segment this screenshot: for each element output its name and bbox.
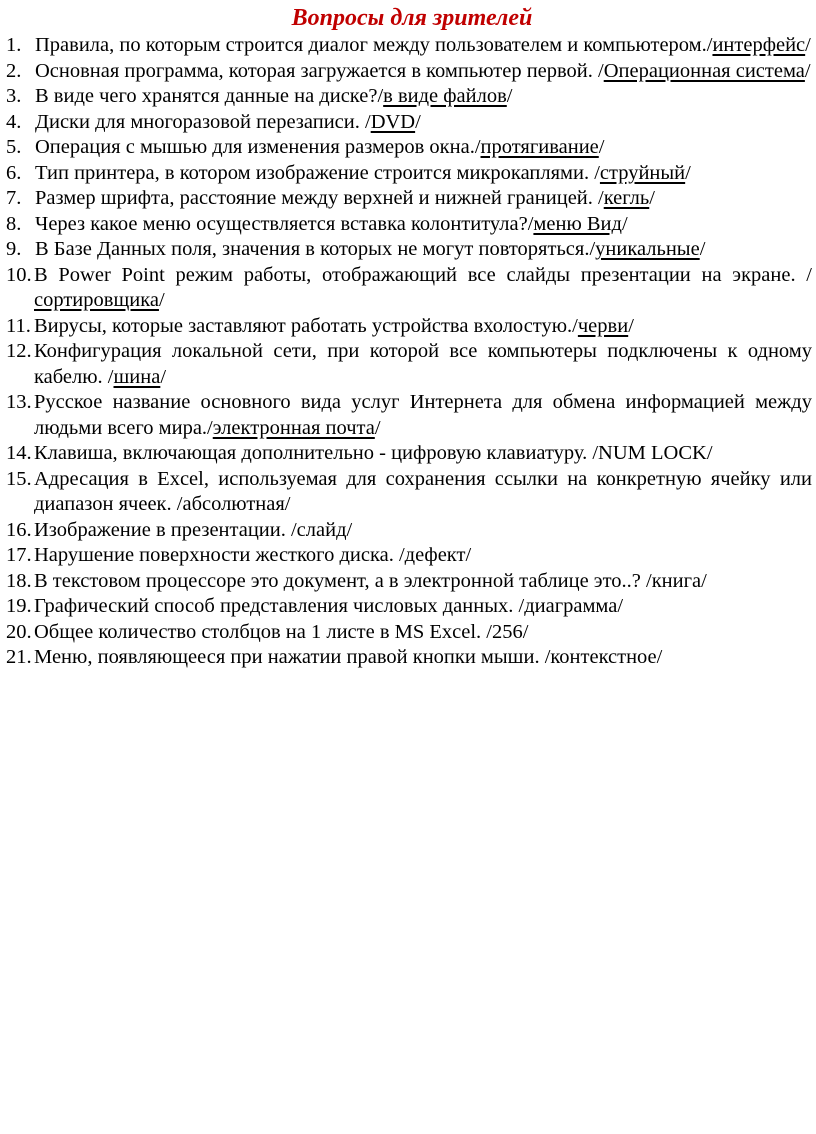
question-text-end: / <box>685 161 691 184</box>
question-answer: уникальные <box>595 238 700 260</box>
question-number: 15. <box>6 467 32 490</box>
question-text: В Базе Данных поля, значения в которых не могут повторяться./ <box>35 238 596 260</box>
question-answer: интерфейс <box>712 34 806 56</box>
question-number: 6. <box>6 161 22 184</box>
question-item <box>6 59 812 85</box>
question-text: Через какое меню осуществляется вставка колонтитула?/ <box>35 212 534 235</box>
question-item <box>6 441 812 467</box>
question-text: В Power Point режим работы, отображающий все слайды презентации на экране. / <box>34 263 812 286</box>
question-text: Адресация в Excel, используемая для сохранения ссылки на конкретную ячейку или диапазон ячеек. /абсолютная/ <box>34 467 812 515</box>
question-number: 11. <box>6 314 31 337</box>
question-item <box>6 543 812 569</box>
question-number: 21. <box>6 646 32 668</box>
question-text: Диски для многоразовой перезаписи. / <box>35 110 371 133</box>
question-text-end: / <box>804 59 811 82</box>
question-number: 7. <box>6 187 22 209</box>
question-text: Операция с мышью для изменения размеров окна./ <box>35 136 481 158</box>
question-text: Изображение в презентации. /слайд/ <box>34 518 353 541</box>
question-text: Вирусы, которые заставляют работать устройства вхолостую./ <box>34 314 578 337</box>
question-text: Общее количество столбцов на 1 листе в MS Excel. /256/ <box>34 620 529 643</box>
question-item <box>6 237 812 263</box>
question-answer: Операционная система <box>603 59 805 82</box>
question-text: Графический способ представления числовых данных. /диаграмма/ <box>34 595 624 617</box>
question-item <box>6 161 812 187</box>
question-text-end: / <box>598 136 605 158</box>
question-text: В текстовом процессоре это документ, а в электронной таблице это..? /книга/ <box>34 569 707 592</box>
question-answer: струйный <box>599 161 686 184</box>
question-item <box>6 620 812 646</box>
question-number: 16. <box>6 518 32 541</box>
question-text-end: / <box>158 289 165 311</box>
question-text: Клавиша, включающая дополнительно - цифровую клавиатуру. /NUM LOCK/ <box>34 442 713 464</box>
question-number: 9. <box>6 238 22 260</box>
question-number: 18. <box>6 569 32 592</box>
question-number: 10. <box>6 263 32 286</box>
question-item <box>6 110 812 136</box>
question-text: Конфигурация локальной сети, при которой все компьютеры подключены к одному кабелю. / <box>34 340 812 388</box>
question-item <box>6 569 812 595</box>
question-text: В виде чего хранятся данные на диске?/ <box>35 85 384 107</box>
question-item <box>6 212 812 238</box>
question-number: 4. <box>6 110 22 133</box>
question-text-end: / <box>805 34 811 56</box>
question-text: Нарушение поверхности жесткого диска. /дефект/ <box>34 544 472 566</box>
question-item <box>6 339 812 390</box>
question-number: 1. <box>6 34 22 56</box>
question-item <box>6 84 812 110</box>
question-number: 14. <box>6 442 32 464</box>
page-title: Вопросы для зрителей <box>291 5 533 31</box>
question-number: 20. <box>6 620 32 643</box>
question-number: 17. <box>6 544 32 566</box>
question-item <box>6 314 812 340</box>
question-answer: меню Вид <box>533 212 622 235</box>
question-text-end: / <box>415 110 421 133</box>
question-text: Размер шрифта, расстояние между верхней и нижней границей. / <box>35 187 604 209</box>
question-text-end: / <box>649 187 655 209</box>
question-list <box>6 33 812 671</box>
question-answer: DVD <box>370 110 416 133</box>
question-number: 2. <box>6 59 22 82</box>
question-item <box>6 518 812 544</box>
question-answer: в виде файлов <box>383 85 507 107</box>
question-item <box>6 645 812 671</box>
question-item <box>6 390 812 441</box>
question-number: 19. <box>6 595 32 617</box>
question-item <box>6 33 812 59</box>
question-answer: электронная почта <box>212 416 375 439</box>
question-text: Меню, появляющееся при нажатии правой кнопки мыши. /контекстное/ <box>34 646 663 668</box>
question-text-end: / <box>160 365 167 388</box>
question-text-end: / <box>621 212 628 235</box>
question-number: 13. <box>6 391 32 413</box>
question-text: Тип принтера, в котором изображение строится микрокаплями. / <box>35 161 600 184</box>
question-answer: черви <box>577 314 629 337</box>
question-number: 3. <box>6 85 22 107</box>
question-text-end: / <box>628 314 634 337</box>
question-number: 5. <box>6 136 22 158</box>
question-item <box>6 467 812 518</box>
question-answer: кегль <box>603 187 650 209</box>
question-text-end: / <box>506 85 513 107</box>
question-answer: протягивание <box>480 136 599 158</box>
question-item <box>6 186 812 212</box>
question-text: Основная программа, которая загружается в компьютер первой. / <box>35 59 604 82</box>
question-text: Русское название основного вида услуг Интернета для обмена информацией между людьми всего мира./ <box>34 391 812 439</box>
question-item <box>6 263 812 314</box>
question-number: 12. <box>6 340 32 362</box>
question-text: Правила, по которым строится диалог между пользователем и компьютером./ <box>35 34 713 56</box>
question-answer: сортировщика <box>34 289 159 311</box>
question-item <box>6 135 812 161</box>
question-item <box>6 594 812 620</box>
question-answer: шина <box>113 365 161 388</box>
question-text-end: / <box>699 238 706 260</box>
question-text-end: / <box>374 416 381 439</box>
question-number: 8. <box>6 212 22 235</box>
